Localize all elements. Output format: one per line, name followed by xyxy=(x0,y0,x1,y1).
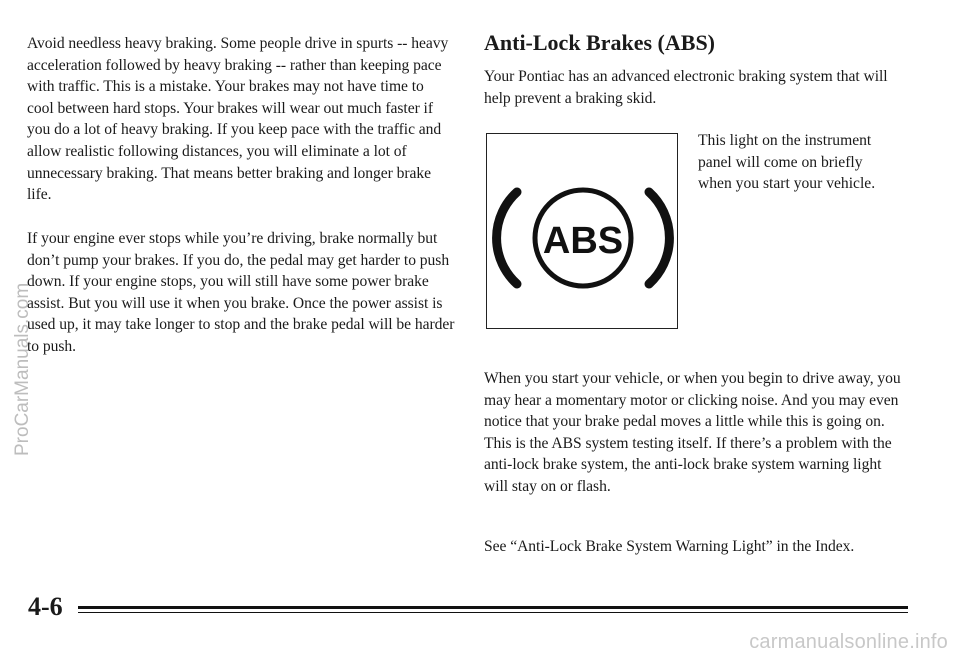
vertical-watermark xyxy=(6,220,36,460)
footer-website-link[interactable]: carmanualsonline.info xyxy=(749,631,948,653)
abs-warning-light-icon xyxy=(487,134,679,330)
abs-section-heading: Anti-Lock Brakes (ABS) xyxy=(484,30,716,55)
abs-icon-label: ABS xyxy=(542,220,624,262)
abs-intro-paragraph: Your Pontiac has an advanced electronic braking system that will help prevent a braking skid. xyxy=(484,68,888,107)
abs-light-caption: This light on the instrument panel will come on briefly when you start your vehicle. xyxy=(698,132,876,193)
footer-rule-thin xyxy=(78,612,908,613)
heavy-braking-paragraph: Avoid needless heavy braking. Some people drive in spurts -- heavy acceleration followed by heavy braking -- rather than keeping pace with traffic. This is a mistake. Your brakes may not have time to cool between hard stops. Your brakes will wear out much faster if you do a lot of heavy braking. If you keep pace with the traffic and allow realistic following distances, you will eliminate a lot of unnecessary braking. That means better braking and longer brake life. xyxy=(27,35,449,204)
abs-warning-light-figure xyxy=(486,133,678,329)
footer-rule-thick xyxy=(78,606,908,609)
engine-stop-paragraph: If your engine ever stops while you’re driving, brake normally but don’t pump your brakes. If you do, the pedal may get harder to push down. If your engine stops, you will still have some power brake assist. But you will use it when you brake. Once the power assist is used up, it may take longer to stop and the brake pedal will be harder to push. xyxy=(27,230,455,355)
page-number: 4-6 xyxy=(28,592,63,621)
see-index-paragraph: See “Anti-Lock Brake System Warning Light” in the Index. xyxy=(484,538,855,555)
watermark-text: ProCarManuals.com xyxy=(12,282,33,456)
abs-self-test-paragraph: When you start your vehicle, or when you begin to drive away, you may hear a momentary motor or clicking noise. And you may even notice that your brake pedal moves a little while this is going on. This is the ABS system testing itself. If there’s a problem with the anti-lock brake system, the anti-lock brake system warning light will stay on or flash. xyxy=(484,370,901,495)
